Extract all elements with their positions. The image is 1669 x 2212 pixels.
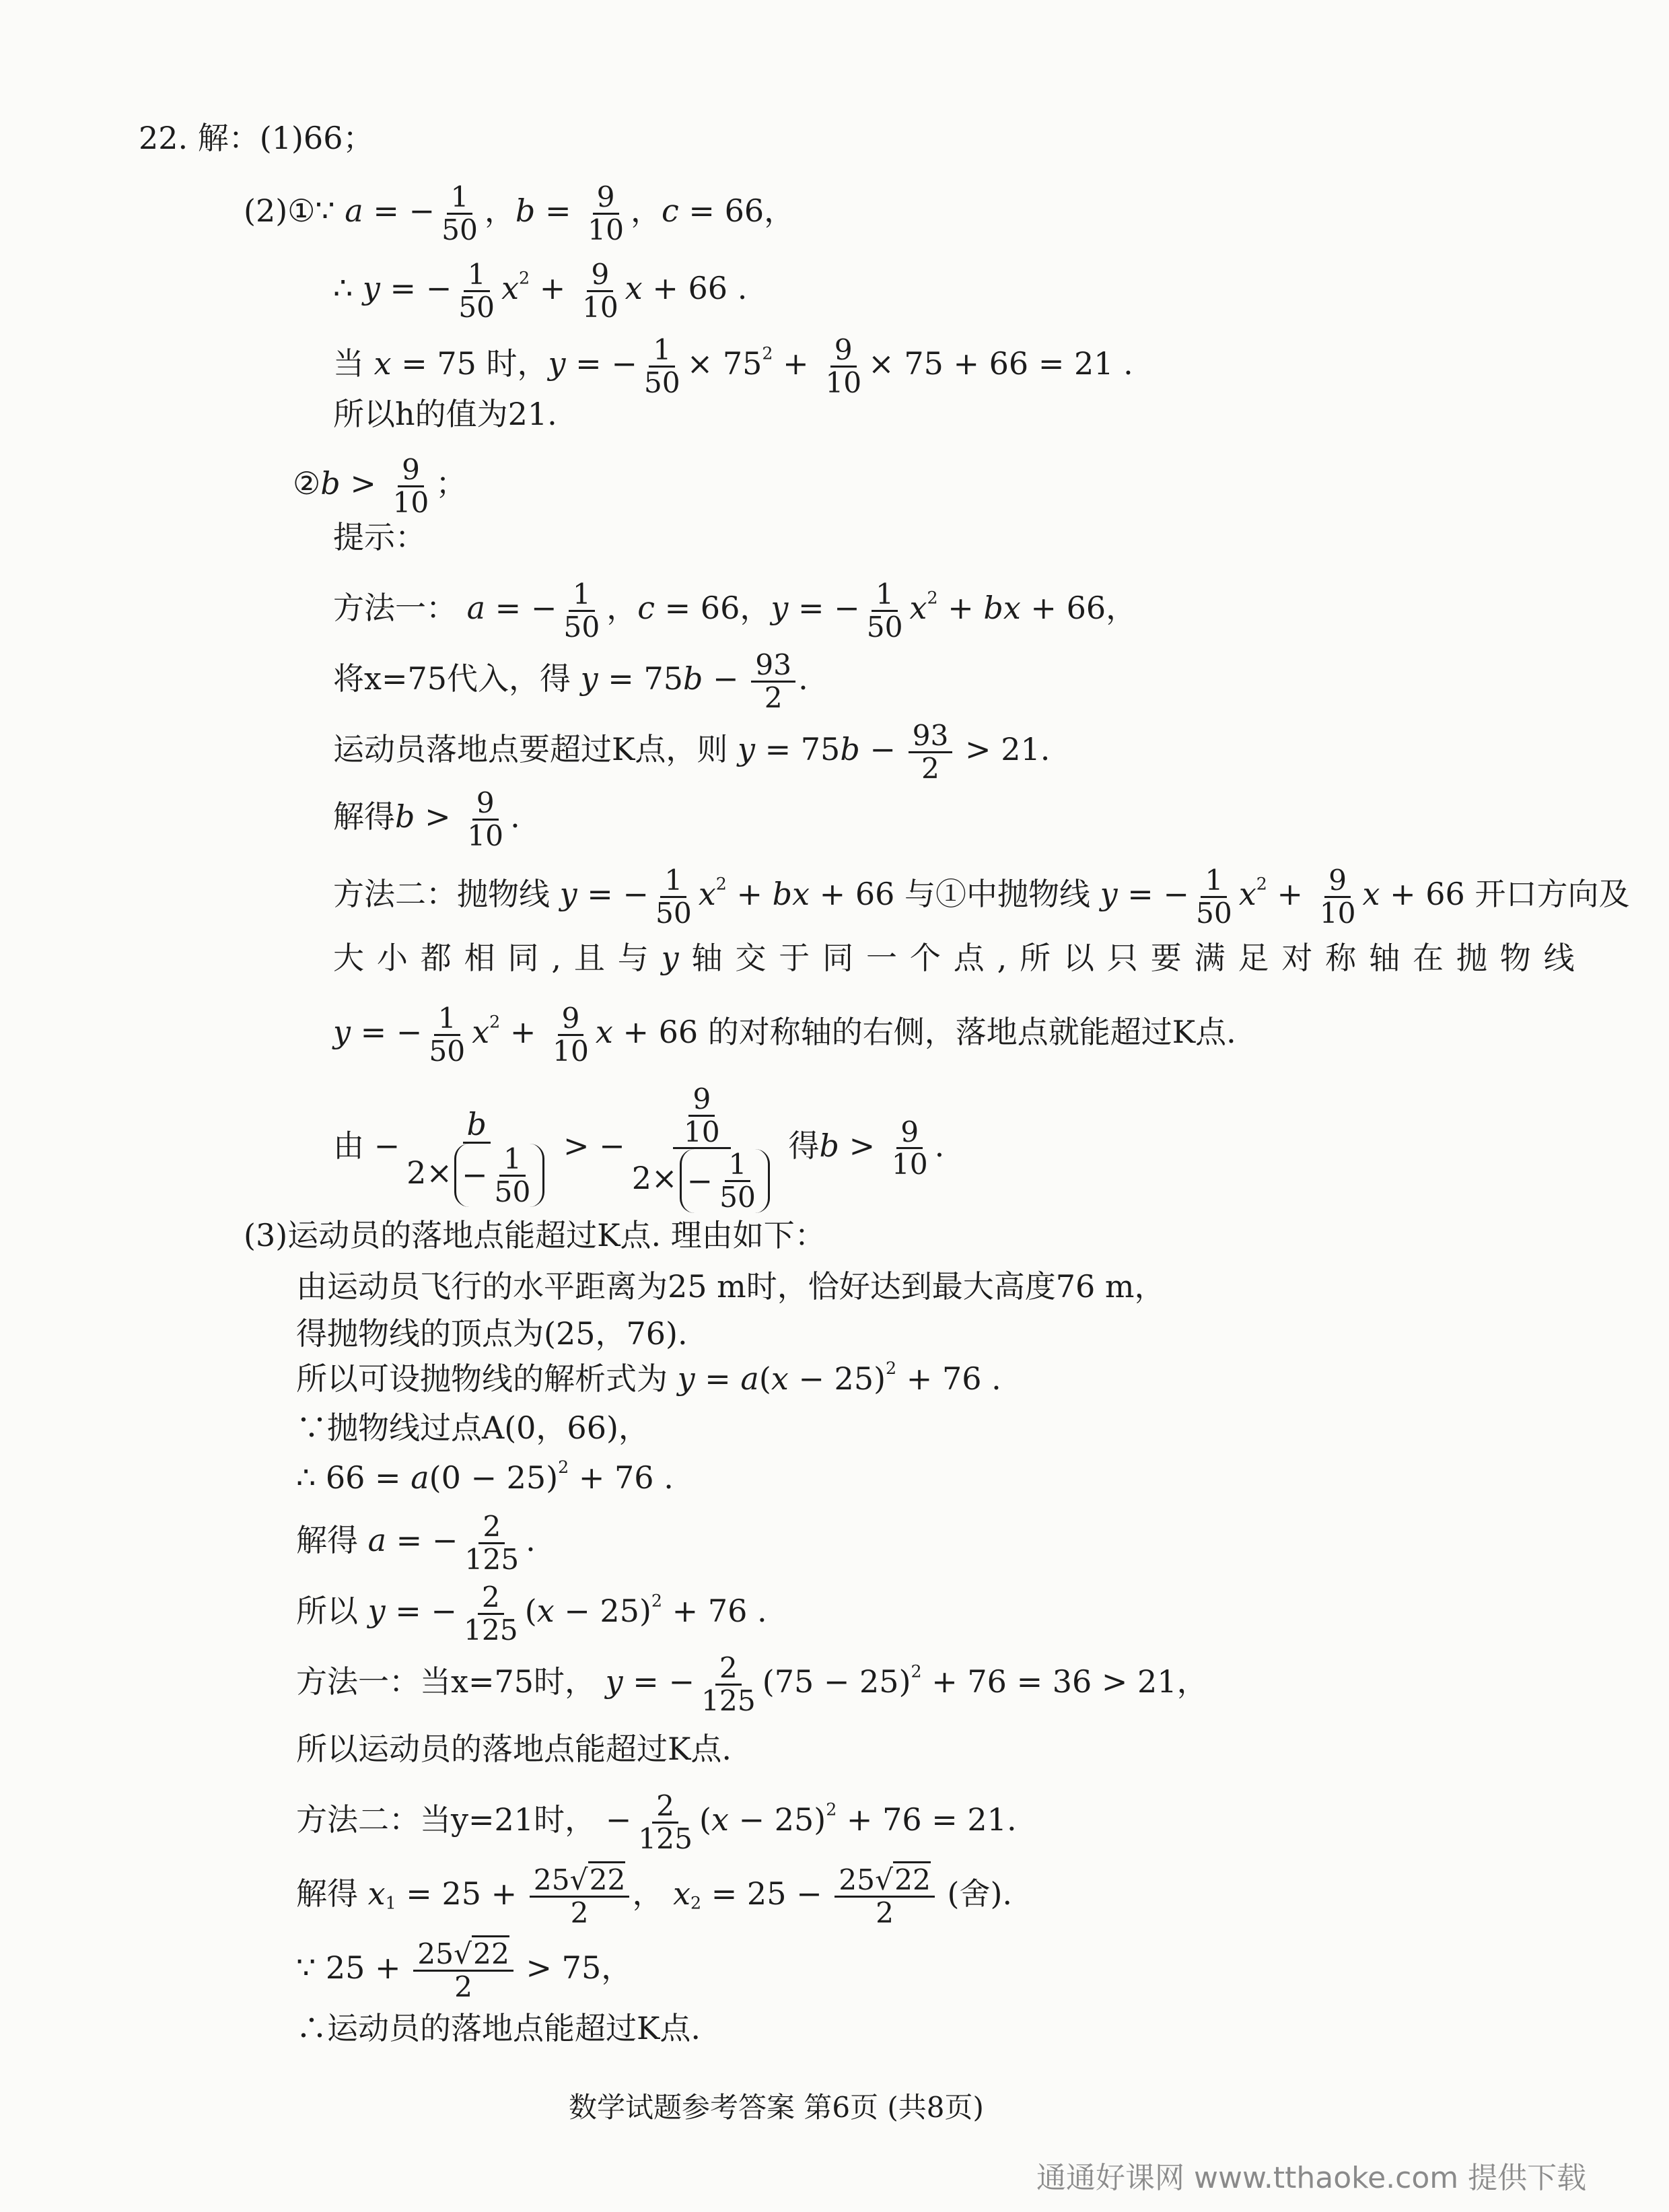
part3-method2: 方法二：当y=21时， − $\frac{2}{125}$ $(x - 25)^2 + 76 = 21$. <box>296 1789 1017 1855</box>
solve-label: 解得 <box>333 798 395 835</box>
part2-2-line: ②b > $\frac{9}{10}$ ； <box>293 453 467 519</box>
method2-text-c: 开口方向及 <box>1475 876 1630 913</box>
substitute-line: 将x=75代入，得 y = 75b − $\frac{93}{2}$ . <box>333 648 808 714</box>
function-line: ∴ y = − $\frac{1}{50}$ $x^2$ + $\frac{9}{10}$ x + 66 . <box>333 258 748 324</box>
part3-line1: 由运动员飞行的水平距离为25 m时，恰好达到最大高度76 m， <box>296 1268 1166 1305</box>
method2-line2: 大 小 都 相 同 , 且 与 y 轴 交 于 同 一 个 点 , 所 以 只 要 满 足 对 称 轴 在 抛 物 线 <box>333 940 1575 976</box>
discard-label: (舍). <box>947 1875 1013 1912</box>
part3-method1-text: 当x=75时， <box>420 1663 596 1700</box>
because-symbol: ∵ <box>296 1949 316 1986</box>
part3-compare: ∵ 25 + $\frac{25√22}{2}$ > 75， <box>296 1939 632 2002</box>
part3-solve-a: 解得 a = − $\frac{2}{125}$ . <box>296 1510 536 1576</box>
part3-title: (3)运动员的落地点能超过K点. 理由如下： <box>244 1217 826 1253</box>
exceed-condition-label: 运动员落地点要超过K点，则 <box>333 731 728 768</box>
substitute-label: 将x=75代入，得 <box>333 660 571 697</box>
part3-line4: ∵抛物线过点A(0，66)， <box>296 1410 649 1446</box>
solve-b-line: 解得b > $\frac{9}{10}$ . <box>333 786 520 852</box>
page-footer: 数学试题参考答案 第6页 (共8页) <box>569 2091 984 2124</box>
solve-x-label: 解得 <box>296 1875 358 1912</box>
problem-number: 22. 解：(1)66； <box>139 120 374 156</box>
hint-label: 提示： <box>333 519 426 555</box>
evaluate-line: 当 x = 75 时，y = − $\frac{1}{50}$ × $75^2$ + $\frac{9}{10}$ × 75 + 66 = 21 . <box>333 333 1133 399</box>
method2-text-d: 的对称轴的右侧，落地点就能超过K点. <box>707 1014 1236 1051</box>
part3-method2-text: 当y=21时， <box>420 1801 596 1838</box>
part3-final: ∴运动员的落地点能超过K点. <box>296 2010 701 2046</box>
part3-function: 所以 y = − $\frac{2}{125}$ $(x - 25)^2 + 76$ . <box>296 1581 767 1647</box>
method2-text-a: 抛物线 <box>457 876 550 913</box>
method1-label: 方法一： <box>333 590 457 627</box>
method1-line: 方法一： a = − $\frac{1}{50}$ ，c = 66，y = − $\frac{1}{50}$ $x^2$ + bx + 66， <box>333 578 1137 644</box>
part3-method1-conclusion: 所以运动员的落地点能超过K点. <box>296 1731 732 1767</box>
therefore-symbol: ∴ <box>333 270 353 307</box>
get-label: 得 <box>788 1127 820 1164</box>
part3-line3: 所以可设抛物线的解析式为 $y = a(x - 25)^2 + 76$ . <box>296 1358 1001 1397</box>
so-label: 所以 <box>296 1593 358 1630</box>
part2-label: (2)①∵ <box>244 193 335 230</box>
method2-line1: 方法二：抛物线 y = − $\frac{1}{50}$ $x^2$ + bx + 66 与①中抛物线 y = − $\frac{1}{50}$ $x^2$ + $\frac{9}{10}$ x + 66 开口方向及 <box>333 864 1630 930</box>
watermark: 通通好课网 www.tthaoke.com 提供下载 <box>1036 2161 1587 2195</box>
solve-a-label: 解得 <box>296 1522 358 1559</box>
method2-label: 方法二： <box>333 876 457 913</box>
part3-method1: 方法一：当x=75时， y = − $\frac{2}{125}$ $(75 - 25)^2 + 76 = 36 > 21$， <box>296 1651 1208 1717</box>
method2-text-b: 与①中抛物线 <box>904 876 1091 913</box>
axis-compare-line: 由 − b 2× − $\frac{1}{50}$ > − $\frac{9}{10}$ 2× − $\frac{1}{50}$ 得b > $\frac{9}{10}$ . <box>333 1082 945 1214</box>
part3-method2-label: 方法二： <box>296 1801 420 1838</box>
part3-roots: 解得 $x_1 = 25$ + $\frac{25√22}{2}$ ， $x_2 = 25$ − $\frac{25√22}{2}$ (舍). <box>296 1865 1012 1928</box>
coefficients-line: (2)①∵ a = − $\frac{1}{50}$ ，b = $\frac{9}{10}$ ，c = 66， <box>244 180 795 246</box>
part3-line3-label: 所以可设抛物线的解析式为 <box>296 1360 668 1397</box>
h-value-line: 所以h的值为21. <box>333 396 557 432</box>
part3-line2: 得抛物线的顶点为(25，76). <box>296 1315 688 1352</box>
method2-line3: y = − $\frac{1}{50}$ $x^2$ + $\frac{9}{10}$ x + 66 的对称轴的右侧，落地点就能超过K点. <box>333 1002 1236 1068</box>
part3-line5: ∴ $66 = a(0 - 25)^2 + 76$ . <box>296 1457 674 1496</box>
part3-method1-label: 方法一： <box>296 1663 420 1700</box>
from-label: 由 <box>333 1127 364 1164</box>
exceed-condition-line: 运动员落地点要超过K点，则 y = 75b − $\frac{93}{2}$ > 21. <box>333 719 1051 785</box>
